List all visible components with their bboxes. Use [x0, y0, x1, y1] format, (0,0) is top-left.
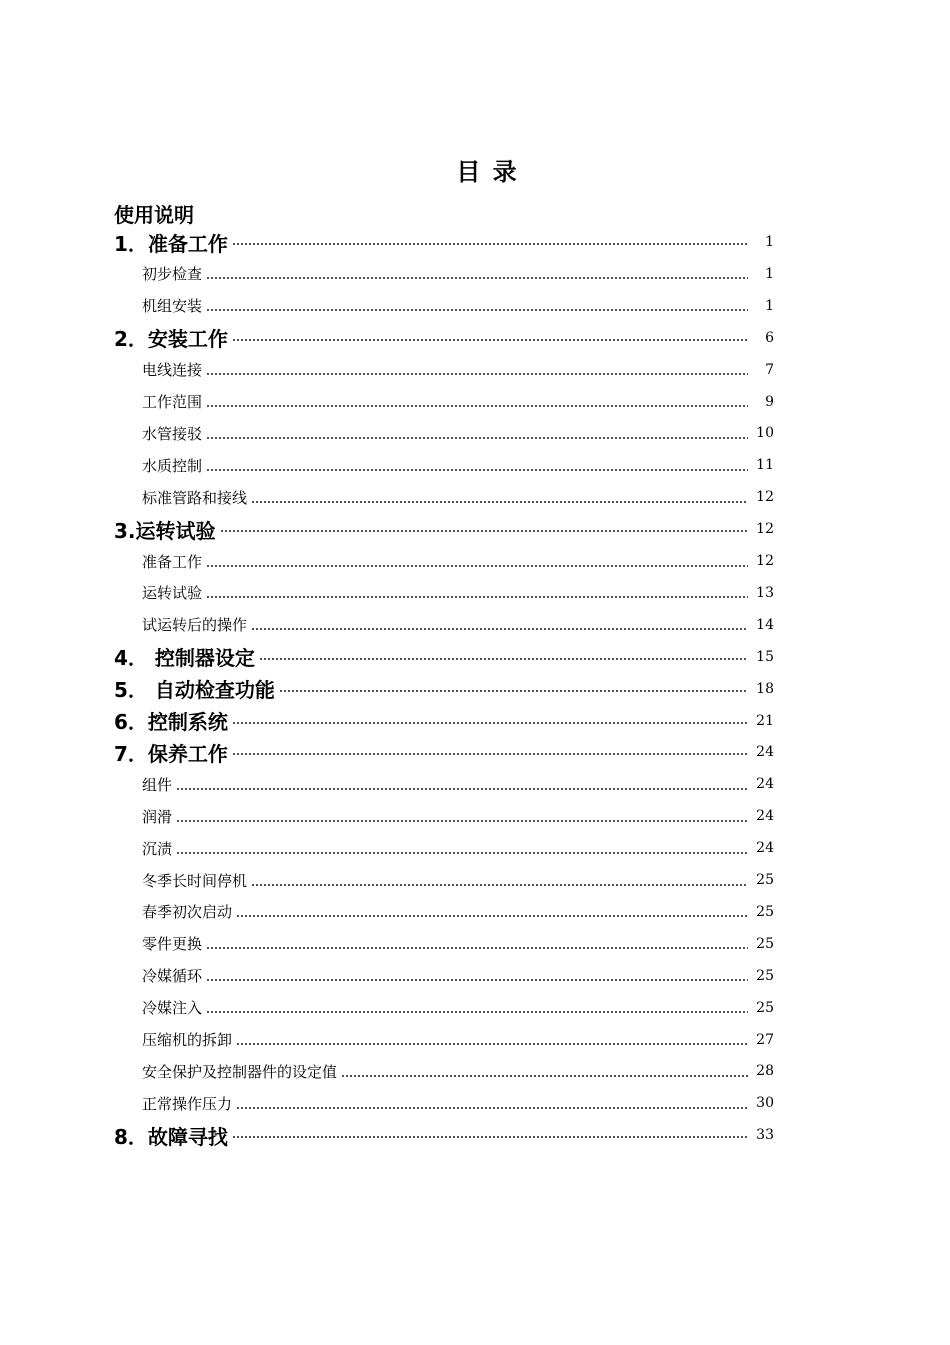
- toc-entry-page-number: 12: [756, 521, 774, 538]
- toc-section-entry[interactable]: [0, 1026, 950, 1054]
- toc-entry-page-number: 9: [765, 393, 774, 410]
- dot-leader: [176, 777, 748, 792]
- toc-entry-label: 压缩机的拆卸: [142, 1031, 233, 1049]
- toc-entry-label: 6．控制系统: [114, 710, 228, 734]
- toc-entry-page-number: 13: [756, 584, 774, 601]
- toc-entry-label: 机组安装: [142, 297, 203, 316]
- toc-entry-page-number: 11: [756, 457, 774, 474]
- toc-entry-label: 组件: [142, 775, 173, 794]
- dot-leader: [220, 519, 748, 539]
- dot-leader: [232, 742, 748, 762]
- toc-entry-label: 工作范围: [142, 393, 203, 411]
- toc-entry-label: 安全保护及控制器件的设定值: [142, 1062, 338, 1081]
- toc-section-entry[interactable]: [0, 260, 950, 288]
- dot-leader: [206, 362, 748, 377]
- toc-entry-label: 准备工作: [142, 552, 203, 571]
- dot-leader: [206, 585, 748, 600]
- toc-chapter-entry[interactable]: [0, 738, 950, 766]
- toc-section-entry[interactable]: [0, 292, 950, 320]
- page-title: 目 录: [456, 158, 519, 186]
- toc-entry-label: 标准管路和接线: [142, 488, 248, 507]
- toc-entry-label: 7．保养工作: [114, 741, 228, 766]
- toc-chapter-entry[interactable]: [0, 1121, 950, 1149]
- toc-entry-label: 1．准备工作: [114, 231, 228, 256]
- toc-entry-page-number: 1: [765, 265, 774, 282]
- toc-section-entry[interactable]: [0, 770, 950, 798]
- toc-entry-page-number: 21: [756, 712, 774, 729]
- toc-entry-label: 2．安装工作: [114, 327, 228, 352]
- toc-entry-page-number: 6: [765, 329, 774, 346]
- toc-chapter-entry[interactable]: [0, 675, 950, 703]
- dot-leader: [232, 232, 748, 252]
- dot-leader: [232, 1125, 748, 1145]
- toc-entry-page-number: 1: [765, 297, 774, 314]
- dot-leader: [251, 617, 748, 632]
- toc-entry-page-number: 1: [765, 234, 774, 250]
- toc-entry-label: 电线连接: [142, 361, 203, 380]
- toc-entry-page-number: 33: [756, 1127, 774, 1144]
- toc-entry-label: 水管接驳: [142, 424, 203, 443]
- toc-entry-label: 运转试验: [142, 584, 203, 603]
- toc-entry-page-number: 28: [756, 1063, 774, 1080]
- dot-leader: [236, 1032, 748, 1047]
- toc-entry-page-number: 24: [756, 744, 774, 761]
- toc-section-entry[interactable]: [0, 962, 950, 990]
- toc-section-entry[interactable]: [0, 1057, 950, 1085]
- dot-leader: [232, 328, 748, 348]
- toc-entry-label: 冬季长时间停机: [142, 871, 248, 890]
- toc-entry-label: 8．故障寻找: [114, 1124, 228, 1149]
- toc-entry-page-number: 7: [765, 361, 774, 378]
- toc-chapter-entry[interactable]: [0, 515, 950, 543]
- dot-leader: [206, 968, 748, 983]
- toc-section-entry[interactable]: [0, 356, 950, 384]
- toc-section-entry[interactable]: [0, 579, 950, 607]
- toc-entry-label: 冷媒注入: [142, 999, 203, 1018]
- dot-leader: [206, 426, 748, 441]
- toc-entry-page-number: 18: [756, 680, 774, 697]
- dot-leader: [279, 679, 748, 699]
- toc-entry-label: 水质控制: [142, 456, 203, 475]
- toc-section-entry[interactable]: [0, 388, 950, 416]
- toc-chapter-entry[interactable]: [0, 324, 950, 352]
- toc-entry-label: 试运转后的操作: [142, 616, 248, 635]
- toc-entry-page-number: 25: [756, 967, 774, 984]
- toc-section-entry[interactable]: [0, 1089, 950, 1117]
- dot-leader: [206, 936, 748, 951]
- toc-entry-label: 零件更换: [142, 935, 203, 954]
- toc-entry-page-number: 24: [756, 776, 774, 793]
- toc-entry-page-number: 24: [756, 808, 774, 825]
- toc-entry-page-number: 14: [756, 616, 774, 633]
- dot-leader: [232, 711, 748, 731]
- dot-leader: [251, 490, 748, 505]
- toc-section-entry[interactable]: [0, 930, 950, 958]
- dot-leader: [341, 1064, 748, 1079]
- toc-entry-page-number: 25: [756, 903, 774, 920]
- toc-entry-page-number: 25: [756, 872, 774, 888]
- dot-leader: [236, 904, 748, 919]
- toc-chapter-entry[interactable]: [0, 228, 950, 256]
- dot-leader: [176, 809, 748, 824]
- toc-section-entry[interactable]: [0, 866, 950, 894]
- dot-leader: [259, 647, 748, 667]
- toc-chapter-entry[interactable]: [0, 707, 950, 735]
- toc-entry-page-number: 30: [756, 1095, 774, 1112]
- toc-entry-page-number: 12: [756, 489, 774, 506]
- toc-entry-label: 春季初次启动: [142, 903, 233, 922]
- toc-section-entry[interactable]: [0, 451, 950, 479]
- toc-entry-label: 5． 自动检查功能: [114, 678, 275, 703]
- toc-entry-label: 沉渍: [142, 839, 173, 858]
- toc-entry-label: 正常操作压力: [142, 1094, 233, 1113]
- toc-entry-label: 冷媒循环: [142, 967, 203, 986]
- toc-entry-page-number: 25: [756, 999, 774, 1016]
- toc-section-entry[interactable]: [0, 994, 950, 1022]
- dot-leader: [206, 458, 748, 473]
- toc-entry-label: 3.运转试验: [114, 518, 216, 543]
- toc-section-entry[interactable]: [0, 802, 950, 830]
- dot-leader: [206, 298, 748, 313]
- section-heading: 使用说明: [114, 203, 194, 227]
- dot-leader: [206, 394, 748, 409]
- toc-chapter-entry[interactable]: [0, 643, 950, 671]
- dot-leader: [206, 266, 748, 281]
- toc-section-entry[interactable]: [0, 419, 950, 447]
- dot-leader: [251, 873, 748, 888]
- toc-entry-page-number: 12: [756, 553, 774, 569]
- toc-entry-label: 4． 控制器设定: [114, 646, 255, 671]
- toc-section-entry[interactable]: [0, 898, 950, 926]
- toc-entry-page-number: 25: [756, 935, 774, 952]
- toc-section-entry[interactable]: [0, 483, 950, 511]
- toc-entry-label: 初步检查: [142, 265, 203, 284]
- dot-leader: [236, 1096, 748, 1111]
- toc-section-entry[interactable]: [0, 547, 950, 575]
- toc-entry-page-number: 24: [756, 840, 774, 857]
- toc-entry-page-number: 10: [756, 425, 774, 442]
- toc-section-entry[interactable]: [0, 611, 950, 639]
- toc-entry-page-number: 15: [756, 648, 774, 665]
- dot-leader: [176, 841, 748, 856]
- toc-section-entry[interactable]: [0, 834, 950, 862]
- toc-entry-page-number: 27: [756, 1031, 774, 1048]
- dot-leader: [206, 1000, 748, 1015]
- dot-leader: [206, 554, 748, 569]
- toc-entry-label: 润滑: [142, 807, 173, 826]
